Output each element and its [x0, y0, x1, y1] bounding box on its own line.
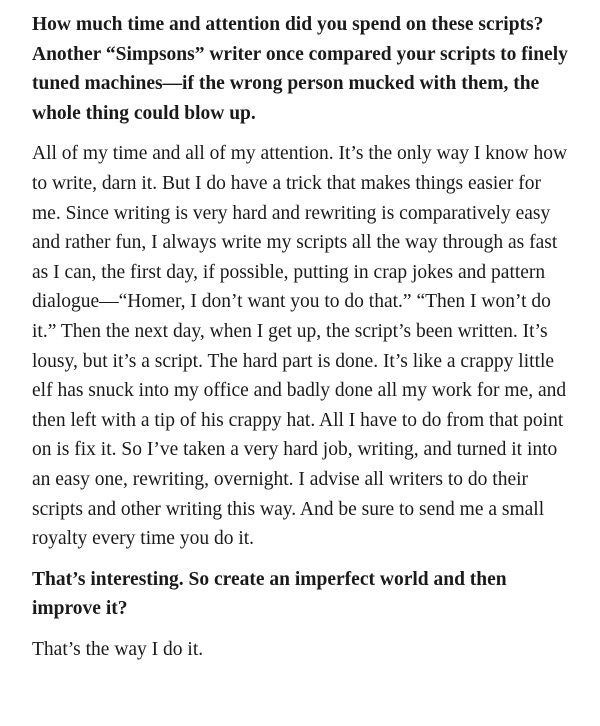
interview-answer-2: That’s the way I do it. [32, 638, 204, 660]
interview-question-1: How much time and attention did you spend on these scripts? Another “Simpsons” writer once compared your scripts to finely tuned machines—if the wrong person mucked with them, the whole thing could blow up. [32, 14, 568, 124]
interview-answer-1: All of my time and all of my attention. It’s the only way I know how to write, darn it. But I do have a trick that makes things easier for me. Since writing is very hard and rewriting is comparatively easy and rather fun, I always write my scripts all the way through as fast as I can, the first day, if possible, putting in crap jokes and pattern dialogue—“Homer, I don’t want you to do that.” “Then I won’t do it.” Then the next day, when I get up, the script’s been written. It’s lousy, but it’s a script. The hard part is done. It’s like a crappy little elf has snuck into my office and badly done all my work for me, and then left with a tip of his crappy hat. All I have to do from that point on is fix it. So I’ve taken a very hard job, writing, and turned it into an easy one, rewriting, overnight. I advise all writers to do their scripts and other writing this way. And be sure to send me a small royalty every time you do it. [32, 143, 568, 550]
interview-question-2: That’s interesting. So create an imperfect world and then improve it? [32, 568, 507, 620]
